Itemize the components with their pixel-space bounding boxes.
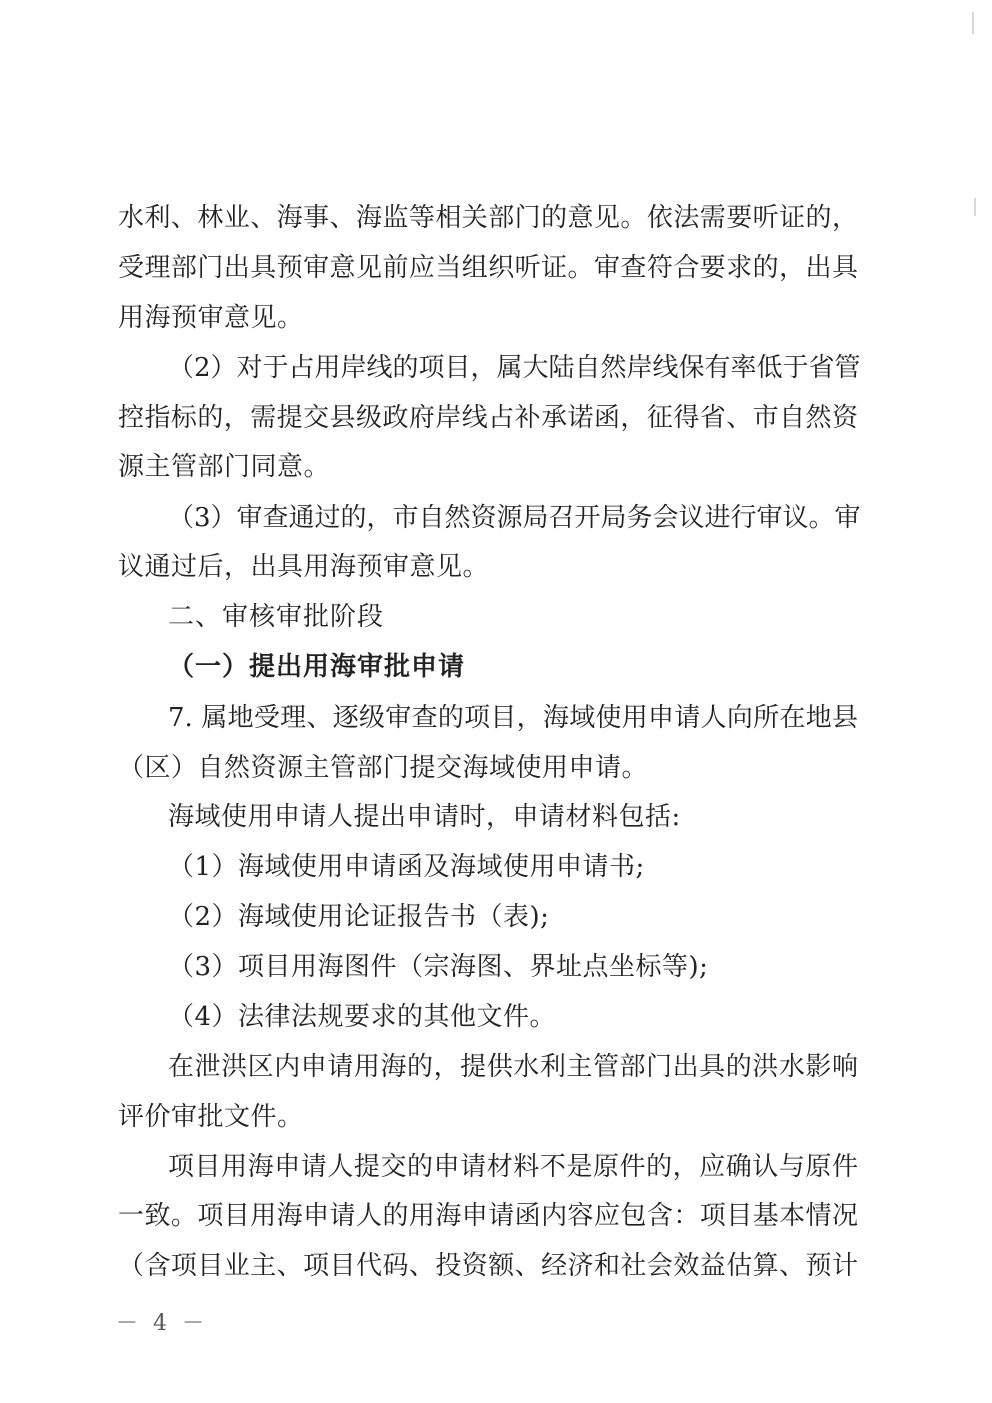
body-line: （含项目业主、项目代码、投资额、经济和社会效益估算、预计 (118, 1251, 858, 1281)
list-item: （3）项目用海图件（宗海图、界址点坐标等); (168, 952, 709, 982)
body-line: 在泄洪区内申请用海的，提供水利主管部门出具的洪水影响 (168, 1052, 858, 1082)
body-line: 控指标的，需提交县级政府岸线占补承诺函，征得省、市自然资 (118, 403, 858, 433)
scan-mark (974, 198, 976, 216)
body-line: 受理部门出具预审意见前应当组织听证。审查符合要求的，出具 (118, 253, 858, 283)
body-line: 用海预审意见。 (118, 303, 304, 333)
body-line: 议通过后，出具用海预审意见。 (118, 552, 490, 582)
body-line: （区）自然资源主管部门提交海域使用申请。 (118, 753, 649, 783)
subsection-heading: （一）提出用海审批申请 (168, 652, 466, 682)
page-number: － 4 － (116, 1311, 208, 1336)
body-line: 7. 属地受理、逐级审查的项目，海域使用申请人向所在地县 (168, 703, 858, 733)
body-line: 源主管部门同意。 (118, 452, 331, 482)
list-item: （2）海域使用论证报告书（表); (168, 902, 550, 932)
body-line: 项目用海申请人提交的申请材料不是原件的，应确认与原件 (168, 1152, 858, 1182)
scan-mark (972, 12, 974, 34)
body-line: 水利、林业、海事、海监等相关部门的意见。依法需要听证的， (118, 203, 858, 233)
list-item: （1）海域使用申请函及海域使用申请书; (168, 852, 645, 882)
body-line: 海域使用申请人提出申请时，申请材料包括: (168, 802, 681, 832)
body-line: 一致。项目用海申请人的用海申请函内容应包含：项目基本情况 (118, 1201, 858, 1231)
section-heading: 二、审核审批阶段 (168, 602, 385, 632)
body-line: （3）审查通过的，市自然资源局召开局务会议进行审议。审 (168, 503, 861, 533)
body-line: 评价审批文件。 (118, 1102, 304, 1132)
list-item: （4）法律法规要求的其他文件。 (168, 1002, 557, 1032)
body-line: （2）对于占用岸线的项目，属大陆自然岸线保有率低于省管 (168, 353, 861, 383)
